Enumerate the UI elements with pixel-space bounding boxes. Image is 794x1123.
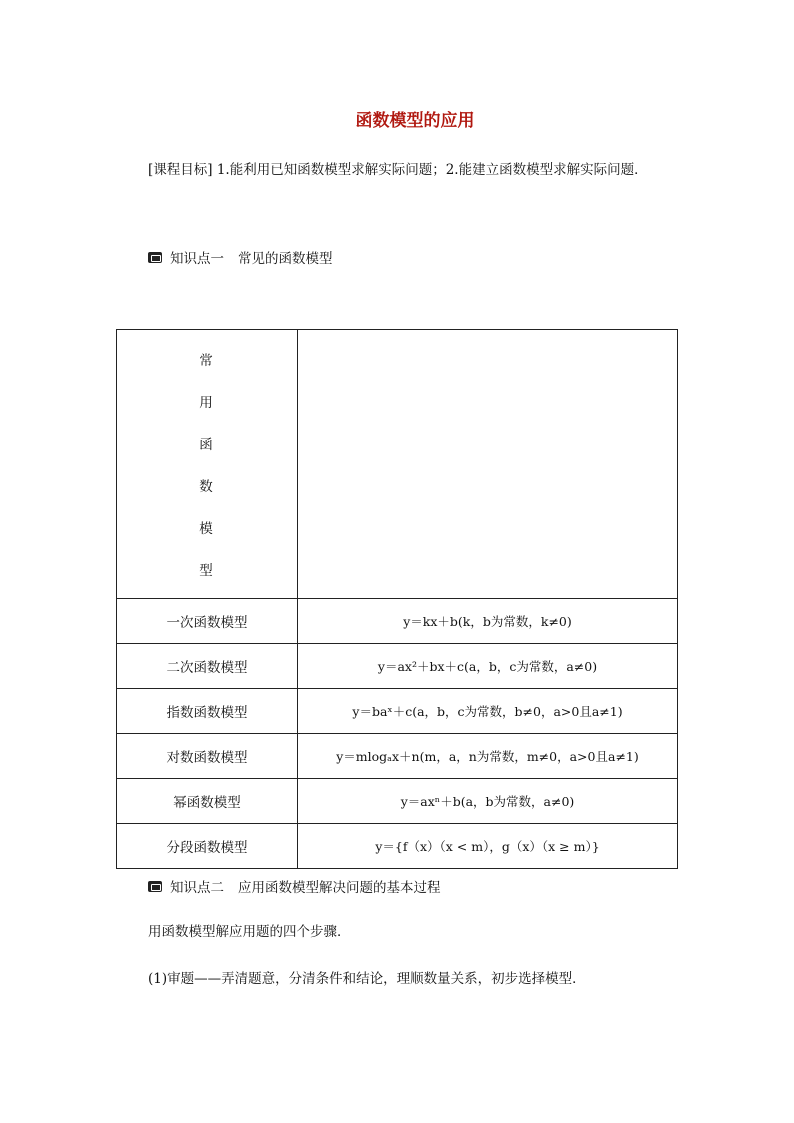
header-cell: [117, 330, 298, 599]
knowledge-point-1-heading: [148, 247, 333, 267]
knowledge-point-1-title: 常见的函数模型: [238, 251, 333, 267]
model-name: 指数函数模型: [117, 689, 298, 734]
table-row: [117, 824, 678, 869]
model-formula: y＝mlogₐx＋n(m，a，n为常数，m≠0，a>0且a≠1): [298, 734, 678, 779]
header-char: 数: [199, 479, 213, 495]
pencil-icon: [148, 252, 162, 263]
table-row: [117, 689, 678, 734]
knowledge-point-1-label: 知识点一: [170, 251, 224, 267]
model-name: 二次函数模型: [117, 644, 298, 689]
header-char: 型: [199, 563, 213, 579]
knowledge-point-2-label: 知识点二: [170, 880, 224, 896]
knowledge-point-2-heading: [148, 876, 441, 896]
model-formula: y＝kx＋b(k，b为常数，k≠0): [298, 599, 678, 644]
table-header-row: [117, 330, 678, 599]
model-name: 对数函数模型: [117, 734, 298, 779]
model-formula: y＝baˣ＋c(a，b，c为常数，b≠0，a>0且a≠1): [298, 689, 678, 734]
model-name: 分段函数模型: [117, 824, 298, 869]
table-row: [117, 599, 678, 644]
course-goals: [课程目标] 1.能利用已知函数模型求解实际问题；2.能建立函数模型求解实际问题．: [148, 162, 648, 178]
function-models-table: [116, 329, 678, 869]
table-row: [117, 779, 678, 824]
model-formula: y＝axⁿ＋b(a，b为常数，a≠0): [298, 779, 678, 824]
table-row: [117, 644, 678, 689]
model-name: 幂函数模型: [117, 779, 298, 824]
model-name: 一次函数模型: [117, 599, 298, 644]
table-row: [117, 734, 678, 779]
header-char: 常: [199, 353, 213, 369]
header-char: 模: [199, 521, 213, 537]
paragraph-step-1: (1)审题——弄清题意，分清条件和结论，理顺数量关系，初步选择模型．: [148, 971, 586, 987]
header-empty-cell: [298, 330, 678, 599]
knowledge-point-2-title: 应用函数模型解决问题的基本过程: [238, 880, 441, 896]
model-formula: y＝ax²＋bx＋c(a，b，c为常数，a≠0): [298, 644, 678, 689]
page-title: 函数模型的应用: [355, 111, 475, 131]
model-formula: y＝{f（x）（x < m），g（x）（x ≥ m）}: [298, 824, 678, 869]
paragraph-steps-intro: 用函数模型解应用题的四个步骤．: [148, 924, 351, 940]
pencil-icon: [148, 881, 162, 892]
header-char: 用: [199, 395, 213, 411]
header-char: 函: [199, 437, 213, 453]
